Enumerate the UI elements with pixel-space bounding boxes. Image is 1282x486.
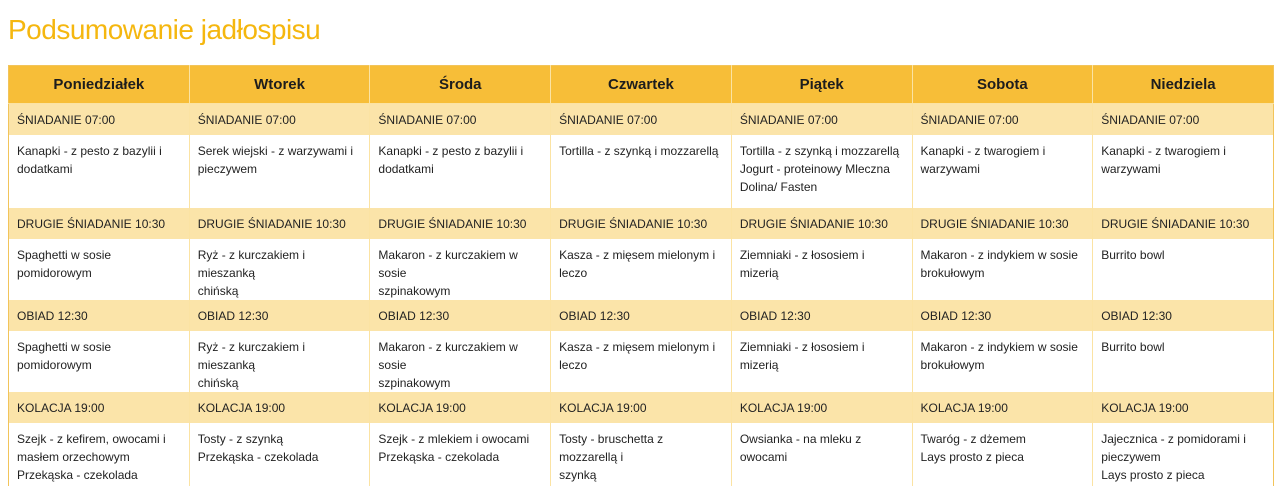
meal-label-sunday: KOLACJA 19:00 — [1093, 392, 1274, 423]
dish-cell-friday — [731, 331, 912, 392]
dish-text: masłem orzechowym — [17, 450, 130, 464]
dish-text: Tortilla - z szynką i mozzarellą — [559, 144, 719, 158]
dish-text: Kanapki - z twarogiem i warzywami — [1101, 144, 1226, 176]
day-header-wednesday: Środa — [370, 66, 551, 104]
meal-label-monday: KOLACJA 19:00 — [9, 392, 190, 423]
dish-cell-saturday — [912, 135, 1093, 208]
dish-text: Kanapki - z pesto z bazylii i — [17, 144, 162, 158]
meal-label-sunday: DRUGIE ŚNIADANIE 10:30 — [1093, 208, 1274, 239]
dish-cell-monday — [9, 135, 190, 208]
dish-text: Jogurt - proteinowy Mleczna — [739, 162, 890, 176]
meal-label-thursday: KOLACJA 19:00 — [551, 392, 732, 423]
dish-text: szpinakowym — [378, 284, 451, 298]
dish-text: dodatkami — [17, 162, 73, 176]
page-title: Podsumowanie jadłospisu — [8, 14, 321, 45]
day-header-tuesday: Wtorek — [189, 66, 370, 104]
meal-label-saturday: DRUGIE ŚNIADANIE 10:30 — [912, 208, 1093, 239]
dish-text: Kasza - z mięsem mielonym i leczo — [559, 340, 716, 372]
dish-cell-monday — [9, 239, 190, 300]
dish-cell-tuesday — [189, 239, 370, 300]
dish-cell-saturday — [912, 331, 1093, 392]
dish-text: Przekąska - czekolada — [197, 450, 319, 464]
meal-label-saturday: OBIAD 12:30 — [912, 300, 1093, 331]
meal-label-row — [9, 208, 1274, 239]
dish-text: Serek wiejski - z warzywami i — [197, 144, 354, 158]
meal-label-tuesday: KOLACJA 19:00 — [189, 392, 370, 423]
dish-text: Przekąska - czekolada — [378, 450, 500, 464]
meal-label-friday: DRUGIE ŚNIADANIE 10:30 — [731, 208, 912, 239]
dish-text: brokułowym — [920, 358, 985, 372]
dish-cell-monday — [9, 331, 190, 392]
dish-text: szpinakowym — [378, 376, 451, 390]
dish-cell-wednesday — [370, 423, 551, 486]
dish-text: chińską — [197, 376, 239, 390]
meal-label-monday: OBIAD 12:30 — [9, 300, 190, 331]
meal-label-monday: ŚNIADANIE 07:00 — [9, 104, 190, 136]
dish-cell-tuesday — [189, 423, 370, 486]
dish-text: Burrito bowl — [1101, 340, 1165, 354]
dish-text: brokułowym — [920, 266, 985, 280]
dish-text: Szejk - z mlekiem i owocami — [378, 432, 530, 446]
dish-text: Owsianka - na mleku z owocami — [739, 432, 862, 464]
dish-text: Tortilla - z szynką i mozzarellą — [739, 144, 900, 158]
meal-label-row — [9, 300, 1274, 331]
dish-text: Spaghetti w sosie pomidorowym — [17, 340, 112, 372]
dish-row — [9, 135, 1274, 208]
dish-cell-thursday — [551, 135, 732, 208]
dish-cell-friday — [731, 423, 912, 486]
dish-text: pieczywem — [1101, 450, 1161, 464]
dish-row — [9, 423, 1274, 486]
dish-text: Makaron - z kurczakiem w sosie — [378, 340, 518, 372]
meal-label-wednesday: ŚNIADANIE 07:00 — [370, 104, 551, 136]
day-header-thursday: Czwartek — [551, 66, 732, 104]
dish-text: Burrito bowl — [1101, 248, 1165, 262]
day-header-row — [9, 66, 1274, 104]
dish-cell-sunday — [1093, 135, 1274, 208]
dish-cell-thursday — [551, 331, 732, 392]
dish-text: Lays prosto z pieca — [920, 450, 1024, 464]
dish-cell-sunday — [1093, 331, 1274, 392]
dish-text: Szejk - z kefirem, owocami i — [17, 432, 166, 446]
meal-label-wednesday: OBIAD 12:30 — [370, 300, 551, 331]
dish-text: Makaron - z indykiem w sosie — [920, 248, 1078, 262]
meal-label-saturday: ŚNIADANIE 07:00 — [912, 104, 1093, 136]
meal-label-saturday: KOLACJA 19:00 — [912, 392, 1093, 423]
dish-text: dodatkami — [378, 162, 434, 176]
dish-cell-tuesday — [189, 135, 370, 208]
dish-cell-wednesday — [370, 239, 551, 300]
meal-label-wednesday: KOLACJA 19:00 — [370, 392, 551, 423]
day-header-sunday: Niedziela — [1093, 66, 1274, 104]
dish-cell-sunday — [1093, 423, 1274, 486]
meal-label-friday: OBIAD 12:30 — [731, 300, 912, 331]
dish-text: pieczywem — [197, 162, 258, 176]
meal-label-wednesday: DRUGIE ŚNIADANIE 10:30 — [370, 208, 551, 239]
dish-text: Tosty - z szynką — [197, 432, 284, 446]
meal-label-thursday: OBIAD 12:30 — [551, 300, 732, 331]
day-header-monday: Poniedziałek — [9, 66, 190, 104]
dish-text: Kanapki - z twarogiem i warzywami — [920, 144, 1046, 176]
meal-label-sunday: OBIAD 12:30 — [1093, 300, 1274, 331]
dish-text: Twaróg - z dżemem — [920, 432, 1026, 446]
dish-text: chińską — [197, 284, 239, 298]
meal-label-friday: ŚNIADANIE 07:00 — [731, 104, 912, 136]
dish-row — [9, 239, 1274, 300]
dish-cell-friday — [731, 239, 912, 300]
dish-cell-wednesday — [370, 331, 551, 392]
meal-label-tuesday: DRUGIE ŚNIADANIE 10:30 — [189, 208, 370, 239]
meal-plan-table — [8, 65, 1274, 486]
meal-label-sunday: ŚNIADANIE 07:00 — [1093, 104, 1274, 136]
meal-label-row — [9, 392, 1274, 423]
dish-text: szynką — [559, 468, 597, 482]
dish-cell-thursday — [551, 423, 732, 486]
meal-label-friday: KOLACJA 19:00 — [731, 392, 912, 423]
meal-label-tuesday: OBIAD 12:30 — [189, 300, 370, 331]
dish-cell-saturday — [912, 239, 1093, 300]
dish-text: Przekąska - czekolada — [17, 468, 138, 482]
dish-text: Ryż - z kurczakiem i mieszanką — [197, 340, 306, 372]
dish-text: Ziemniaki - z łososiem i mizerią — [739, 340, 865, 372]
meal-label-thursday: DRUGIE ŚNIADANIE 10:30 — [551, 208, 732, 239]
dish-cell-saturday — [912, 423, 1093, 486]
dish-cell-thursday — [551, 239, 732, 300]
dish-cell-tuesday — [189, 331, 370, 392]
dish-text: Kanapki - z pesto z bazylii i — [378, 144, 524, 158]
day-header-saturday: Sobota — [912, 66, 1093, 104]
dish-cell-monday — [9, 423, 190, 486]
dish-text: Ryż - z kurczakiem i mieszanką — [197, 248, 306, 280]
dish-text: Dolina/ Fasten — [739, 180, 818, 194]
dish-text: Makaron - z kurczakiem w sosie — [378, 248, 518, 280]
dish-text: Kasza - z mięsem mielonym i leczo — [559, 248, 716, 280]
dish-text: Lays prosto z pieca — [1101, 468, 1205, 482]
meal-label-row — [9, 104, 1274, 136]
dish-text: Spaghetti w sosie pomidorowym — [17, 248, 112, 280]
dish-text: Ziemniaki - z łososiem i mizerią — [739, 248, 865, 280]
meal-plan-body — [9, 104, 1274, 486]
dish-cell-wednesday — [370, 135, 551, 208]
dish-text: Jajecznica - z pomidorami i — [1101, 432, 1246, 446]
dish-row — [9, 331, 1274, 392]
dish-cell-sunday — [1093, 239, 1274, 300]
meal-label-thursday: ŚNIADANIE 07:00 — [551, 104, 732, 136]
meal-label-tuesday: ŚNIADANIE 07:00 — [189, 104, 370, 136]
dish-text: Tosty - bruschetta z mozzarellą i — [559, 432, 664, 464]
meal-label-monday: DRUGIE ŚNIADANIE 10:30 — [9, 208, 190, 239]
day-header-friday: Piątek — [731, 66, 912, 104]
dish-cell-friday — [731, 135, 912, 208]
dish-text: Makaron - z indykiem w sosie — [920, 340, 1078, 354]
